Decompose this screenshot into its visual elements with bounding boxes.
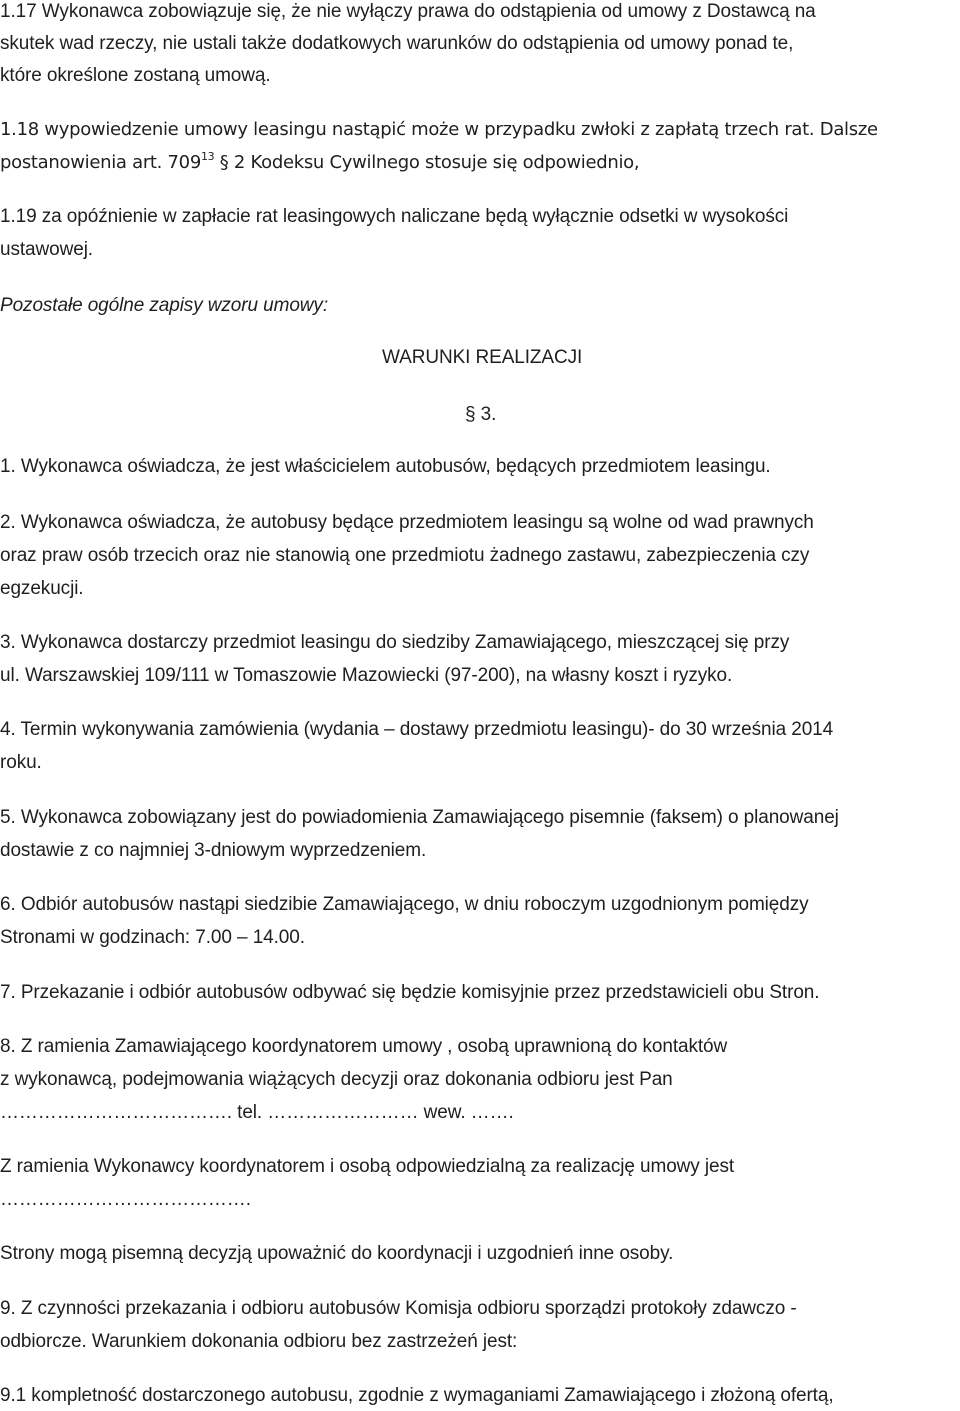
item-8-line-1: 8. Z ramienia Zamawiającego koordynatorem umowy , osobą uprawnioną do kontaktów xyxy=(0,1036,728,1057)
para-1-18-text-a: postanowienia art. 709 xyxy=(0,152,201,173)
para-1-17-line-1: 1.17 Wykonawca zobowiązuje się, że nie wyłączy prawa do odstąpienia od umowy z Dostawcą na xyxy=(0,1,816,22)
item-2-line-1: 2. Wykonawca oświadcza, że autobusy będące przedmiotem leasingu są wolne od wad prawnych xyxy=(0,512,814,533)
item-3-line-2: ul. Warszawskiej 109/111 w Tomaszowie Mazowiecki (97-200), na własny koszt i ryzyko. xyxy=(0,665,733,686)
article-superscript: 13 xyxy=(200,150,215,163)
item-6-line-2: Stronami w godzinach: 7.00 – 14.00. xyxy=(0,927,305,948)
para-1-19-line-1: 1.19 za opóźnienie w zapłacie rat leasingowych naliczane będą wyłącznie odsetki w wysokości xyxy=(0,206,789,227)
item-4-line-2: roku. xyxy=(0,752,42,773)
item-5-line-1: 5. Wykonawca zobowiązany jest do powiadomienia Zamawiającego pisemnie (faksem) o planowanej xyxy=(0,807,839,828)
item-8-line-2: z wykonawcą, podejmowania wiążących decyzji oraz dokonania odbioru jest Pan xyxy=(0,1069,673,1090)
item-8-contact-placeholder: ………………………………. tel. …………………… wew. ……. xyxy=(0,1102,514,1123)
para-1-17-line-3: które określone zostaną umową. xyxy=(0,65,271,86)
item-3-line-1: 3. Wykonawca dostarczy przedmiot leasingu do siedziby Zamawiającego, mieszczącej się przy xyxy=(0,632,790,653)
item-9-line-2: odbiorcze. Warunkiem dokonania odbioru bez zastrzeżeń jest: xyxy=(0,1331,518,1352)
item-2-line-2: oraz praw osób trzecich oraz nie stanowią one przedmiotu żadnego zastawu, zabezpieczenia czy xyxy=(0,545,810,566)
item-5-line-2: dostawie z co najmniej 3-dniowym wyprzedzeniem. xyxy=(0,840,427,861)
item-9-line-1: 9. Z czynności przekazania i odbioru autobusów Komisja odbioru sporządzi protokoły zdawczo - xyxy=(0,1298,797,1319)
para-1-18-text-b: § 2 Kodeksu Cywilnego stosuje się odpowiednio, xyxy=(214,152,640,173)
item-9-1: 9.1 kompletność dostarczonego autobusu, zgodnie z wymaganiami Zamawiającego i złożoną ofertą, xyxy=(0,1385,834,1406)
item-6-line-1: 6. Odbiór autobusów nastąpi siedzibie Zamawiającego, w dniu roboczym uzgodnionym pomiędzy xyxy=(0,894,809,915)
para-1-18-line-1: 1.18 wypowiedzenie umowy leasingu nastąpić może w przypadku zwłoki z zapłatą trzech rat. Dalsze xyxy=(0,119,878,140)
para-1-19-line-2: ustawowej. xyxy=(0,239,93,260)
item-8-line-4: Z ramienia Wykonawcy koordynatorem i osobą odpowiedzialną za realizację umowy jest xyxy=(0,1156,735,1177)
section-number: § 3. xyxy=(465,404,497,425)
para-1-17-line-2: skutek wad rzeczy, nie ustali także dodatkowych warunków do odstąpienia od umowy ponad te, xyxy=(0,33,794,54)
item-8-contractor-placeholder: …………………………………. xyxy=(0,1189,251,1210)
section-title: WARUNKI REALIZACJI xyxy=(382,347,583,368)
item-2-line-3: egzekucji. xyxy=(0,578,84,599)
intro-heading: Pozostałe ogólne zapisy wzoru umowy: xyxy=(0,295,329,316)
para-1-18-line-2 xyxy=(0,151,639,175)
item-4-line-1: 4. Termin wykonywania zamówienia (wydania – dostawy przedmiotu leasingu)- do 30 września 2014 xyxy=(0,719,834,740)
item-8-line-6: Strony mogą pisemną decyzją upoważnić do koordynacji i uzgodnień inne osoby. xyxy=(0,1243,674,1264)
item-1: 1. Wykonawca oświadcza, że jest właścicielem autobusów, będących przedmiotem leasingu. xyxy=(0,456,771,477)
item-7: 7. Przekazanie i odbiór autobusów odbywać się będzie komisyjnie przez przedstawicieli obu Stron. xyxy=(0,982,820,1003)
